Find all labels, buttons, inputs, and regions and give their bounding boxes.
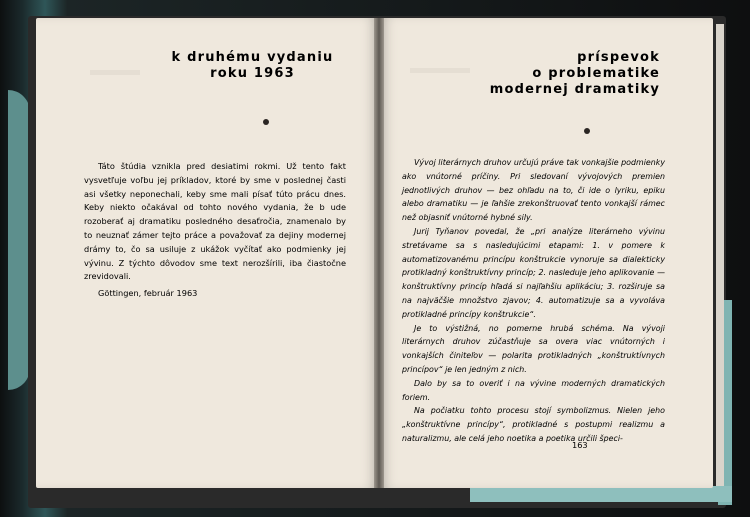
place-date: Göttingen, február 1963 [98,288,198,298]
left-page-body [84,160,346,284]
left-title-line1: k druhému vydaniu [171,50,334,65]
right-paragraph: Vývoj literárnych druhov určujú práve tak vonkajšie podmienky ako vnútorné príčiny. Pri sledovaní vývojových premien jednotlivých druhov — bez ohľadu na to, či ide o lyriku, epiku alebo dramatiku — je ľahšie zrekonštruovať tento vonkajší rámec než objasniť vnútorné hybné sily. [402,158,665,223]
right-paragraph: Jurij Tyňanov povedal, že „pri analýze literárneho vývinu stretávame sa s nasledujúcimi etapami: 1. v pomere k automatizovanému princípu konštrukcie vynoruje sa dialekticky protikladný konštruktívny princíp; 2. nasleduje jeho aplikovanie — konštruktívny princíp hľadá si najľahšiu aplikáciu; 3. rozširuje sa na najväčšie množstvo zjavov; 4. automatizuje sa a vyvoláva protikladné princípy konštrukcie“. [402,226,665,319]
cover-decoration [8,90,30,390]
left-paragraph: Táto štúdia vznikla pred desiatimi rokmi. Už tento fakt vysvetľuje voľbu jej príkladov, ktoré by sme v poslednej časti asi všetky neponechali, keby sme mali písať túto prácu dnes. Keby niekto očakával od tohto nového vydania, že b ude rozoberať aj dramatiku posledného desaťročia, znamenalo by to neuznať zámer tejto práce a považovať za dejiny modernej drámy to, čo sa usiluje z ukážok vyčítať ako podmienky jej vývinu. Z týchto dôvodov sme text nerozšírili, iba čiastočne zrevidovali. [84,161,346,282]
right-paragraph: Je to výstižná, no pomerne hrubá schéma. Na vývoji literárnych druhov zúčastňuje sa overa viac vnútorných i vonkajších činiteľov — polarita protikladných „konštruktívnych princípov“ je len jedným z nich. [402,323,665,374]
page-edges [716,24,724,486]
right-page-title [470,50,660,98]
right-paragraph: Na počiatku tohto procesu stojí symbolizmus. Nielen jeho „konštruktívne princípy“, protikladné s postupmi realizmu a naturalizmu, ale celá jeho noetika a poetika určili špeci- [402,406,665,443]
right-title-line3: modernej dramatiky [489,82,660,97]
page-number: 163 [572,440,588,450]
left-page-title [160,50,345,82]
left-title-line2: roku 1963 [210,66,295,81]
show-through [410,68,470,73]
right-paragraph: Dalo by sa to overiť i na vývine moderných dramatických foriem. [402,378,665,402]
show-through [90,70,140,75]
right-title-line2: o problematike [532,66,660,81]
bullet-dot [263,119,269,125]
cover-decoration-bottom [470,486,732,502]
right-title-line1: príspevok [577,50,660,65]
bullet-dot [584,128,590,134]
book-gutter [374,18,384,488]
right-page-body [402,156,665,446]
